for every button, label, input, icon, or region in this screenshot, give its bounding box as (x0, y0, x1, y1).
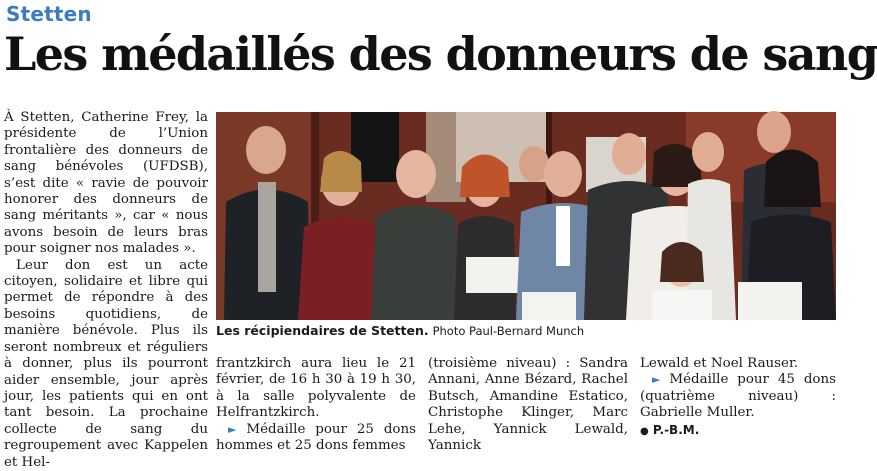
article-column-3 (428, 356, 628, 454)
article-column-4 (640, 356, 836, 442)
paragraph: À Stetten, Catherine Frey, la présidente de l’Union frontalière des donneurs de sang bénévoles (UFDSB), s’est dite « ravie de pouvoir honorer des donneurs de sang méritants », car « nous avons besoin de leurs bras pour soigner nos malades ». (4, 110, 208, 257)
caption-credit: Photo Paul-Bernard Munch (432, 324, 585, 338)
byline-initials: P.-B.M. (652, 422, 700, 437)
paragraph (640, 372, 836, 421)
bullet-icon: ● (640, 425, 649, 437)
paragraph (216, 422, 416, 455)
caption-title: Les récipiendaires de Stetten. (216, 323, 429, 338)
photo-illustration (216, 112, 836, 320)
author-byline (640, 422, 836, 440)
paragraph: (troisième niveau) : Sandra Annani, Anne Bézard, Rachel Butsch, Amandine Estatico, Christophe Klinger, Marc Lehe, Yannick Lewald, Yannick (428, 356, 628, 454)
medal-heading: Médaille pour 25 dons hommes et 25 dons femmes (216, 421, 416, 454)
photo-caption (216, 323, 836, 338)
triangle-bullet-icon: ► (228, 422, 237, 436)
group-photo (216, 112, 836, 320)
medal-heading: Médaille pour 45 dons (quatrième niveau) : Gabrielle Muller. (640, 372, 836, 421)
article-column-1 (4, 110, 208, 470)
paragraph: frantzkirch aura lieu le 21 février, de 16 h 30 à 19 h 30, à la salle polyvalente de Helfrantzkirch. (216, 356, 416, 421)
paragraph: Lewald et Noel Rauser. (640, 356, 799, 371)
paragraph: Leur don est un acte citoyen, solidaire et libre qui permet de répondre à des besoins quotidiens, de manière bénévole. Plus ils seront nombreux et réguliers à donner, plus ils pourront aider ensemble, jour après jour, les patients qui en ont tant besoin. La prochaine collecte de sang du regroupement avec Kappelen et Hel- (4, 257, 208, 470)
triangle-bullet-icon: ► (652, 373, 661, 387)
article-headline: Les médaillés des donneurs de sang (4, 27, 877, 81)
section-kicker: Stetten (6, 2, 92, 26)
article-column-2 (216, 356, 416, 454)
